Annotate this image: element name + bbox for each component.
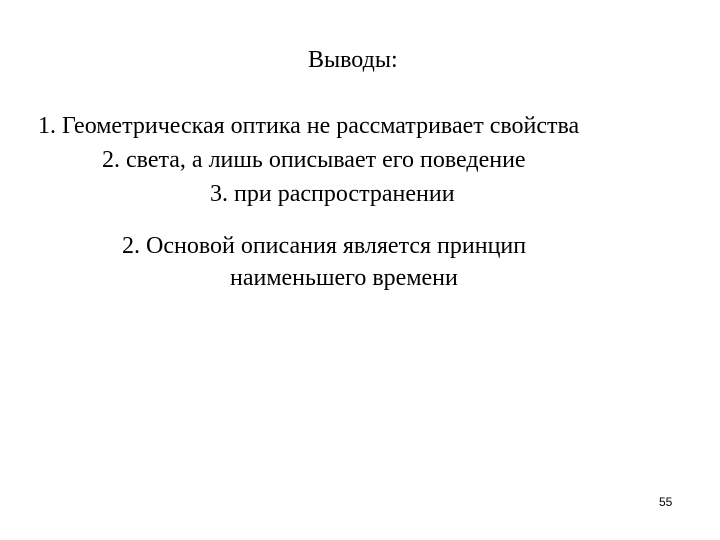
conclusion-line-4: 2. Основой описания является принцип xyxy=(122,233,527,259)
page-number: 55 xyxy=(659,495,673,509)
conclusion-line-1: 1. Геометрическая оптика не рассматривает свойства xyxy=(38,113,580,139)
slide-title: Выводы: xyxy=(308,47,398,73)
conclusion-line-2: 2. света, а лишь описывает его поведение xyxy=(102,147,526,173)
conclusion-line-3: 3. при распространении xyxy=(210,181,455,207)
conclusion-line-5: наименьшего времени xyxy=(230,265,458,291)
